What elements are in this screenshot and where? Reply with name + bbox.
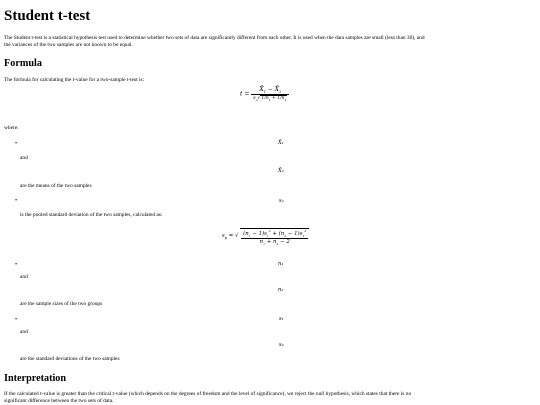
and-label-1: and <box>20 155 28 161</box>
math-x1: X̄₁ <box>278 140 284 146</box>
formula-intro: The formula for calculating the t-value for a two-sample t-test is: <box>4 77 145 83</box>
and-label-3: and <box>20 274 28 280</box>
math-n1: n₁ <box>278 261 284 267</box>
page-title: Student t-test <box>4 8 91 24</box>
interpretation-paragraph: If the calculated t-value is greater than the critical t-value (which depends on the degrees of freedom and the level of significance), we reject the null hypothesis, which states that there is no significant difference between the two sets of data. <box>4 391 412 404</box>
t-formula: t = $\frac{X̄_1 - X̄_2}{s_p√1/n_1 + 1/n_2}$ <box>240 86 289 102</box>
math-sp: sₚ <box>279 198 284 204</box>
bullet-1: • <box>15 141 18 147</box>
bullet-2: • <box>15 198 18 204</box>
item-3-text: are the sample sizes of the two groups <box>20 301 103 307</box>
bullet-4: • <box>15 317 18 323</box>
math-s1: s₁ <box>279 316 284 322</box>
bullet-3: • <box>15 262 18 268</box>
math-n2: n₂ <box>278 287 284 293</box>
and-label-4: and <box>20 329 28 335</box>
where-label: where: <box>4 125 19 131</box>
interpretation-heading: Interpretation <box>4 373 67 384</box>
intro-paragraph: The Student t-test is a statistical hypothesis test used to determine whether two sets of data are significantly different from each other. It is used when the data samples are small (less than 30), and the variances of the two samples are not known to be equal. <box>4 35 425 48</box>
item-1-text: are the means of the two samples <box>20 183 92 189</box>
item-2-text: is the pooled standard deviation of the two samples, calculated as: <box>20 212 163 218</box>
formula-heading: Formula <box>4 58 42 69</box>
math-x2: X̄₂ <box>278 168 284 174</box>
item-4-text: are the standard deviations of the two samples <box>20 356 120 362</box>
math-s2: s₂ <box>279 342 284 348</box>
sp-formula: $s_p$ = √ $\frac{(n_1 - 1)s_1^2 + (n_2 - 1)s_2^2}{n_1 + n_2 - 2}$ <box>222 228 309 246</box>
